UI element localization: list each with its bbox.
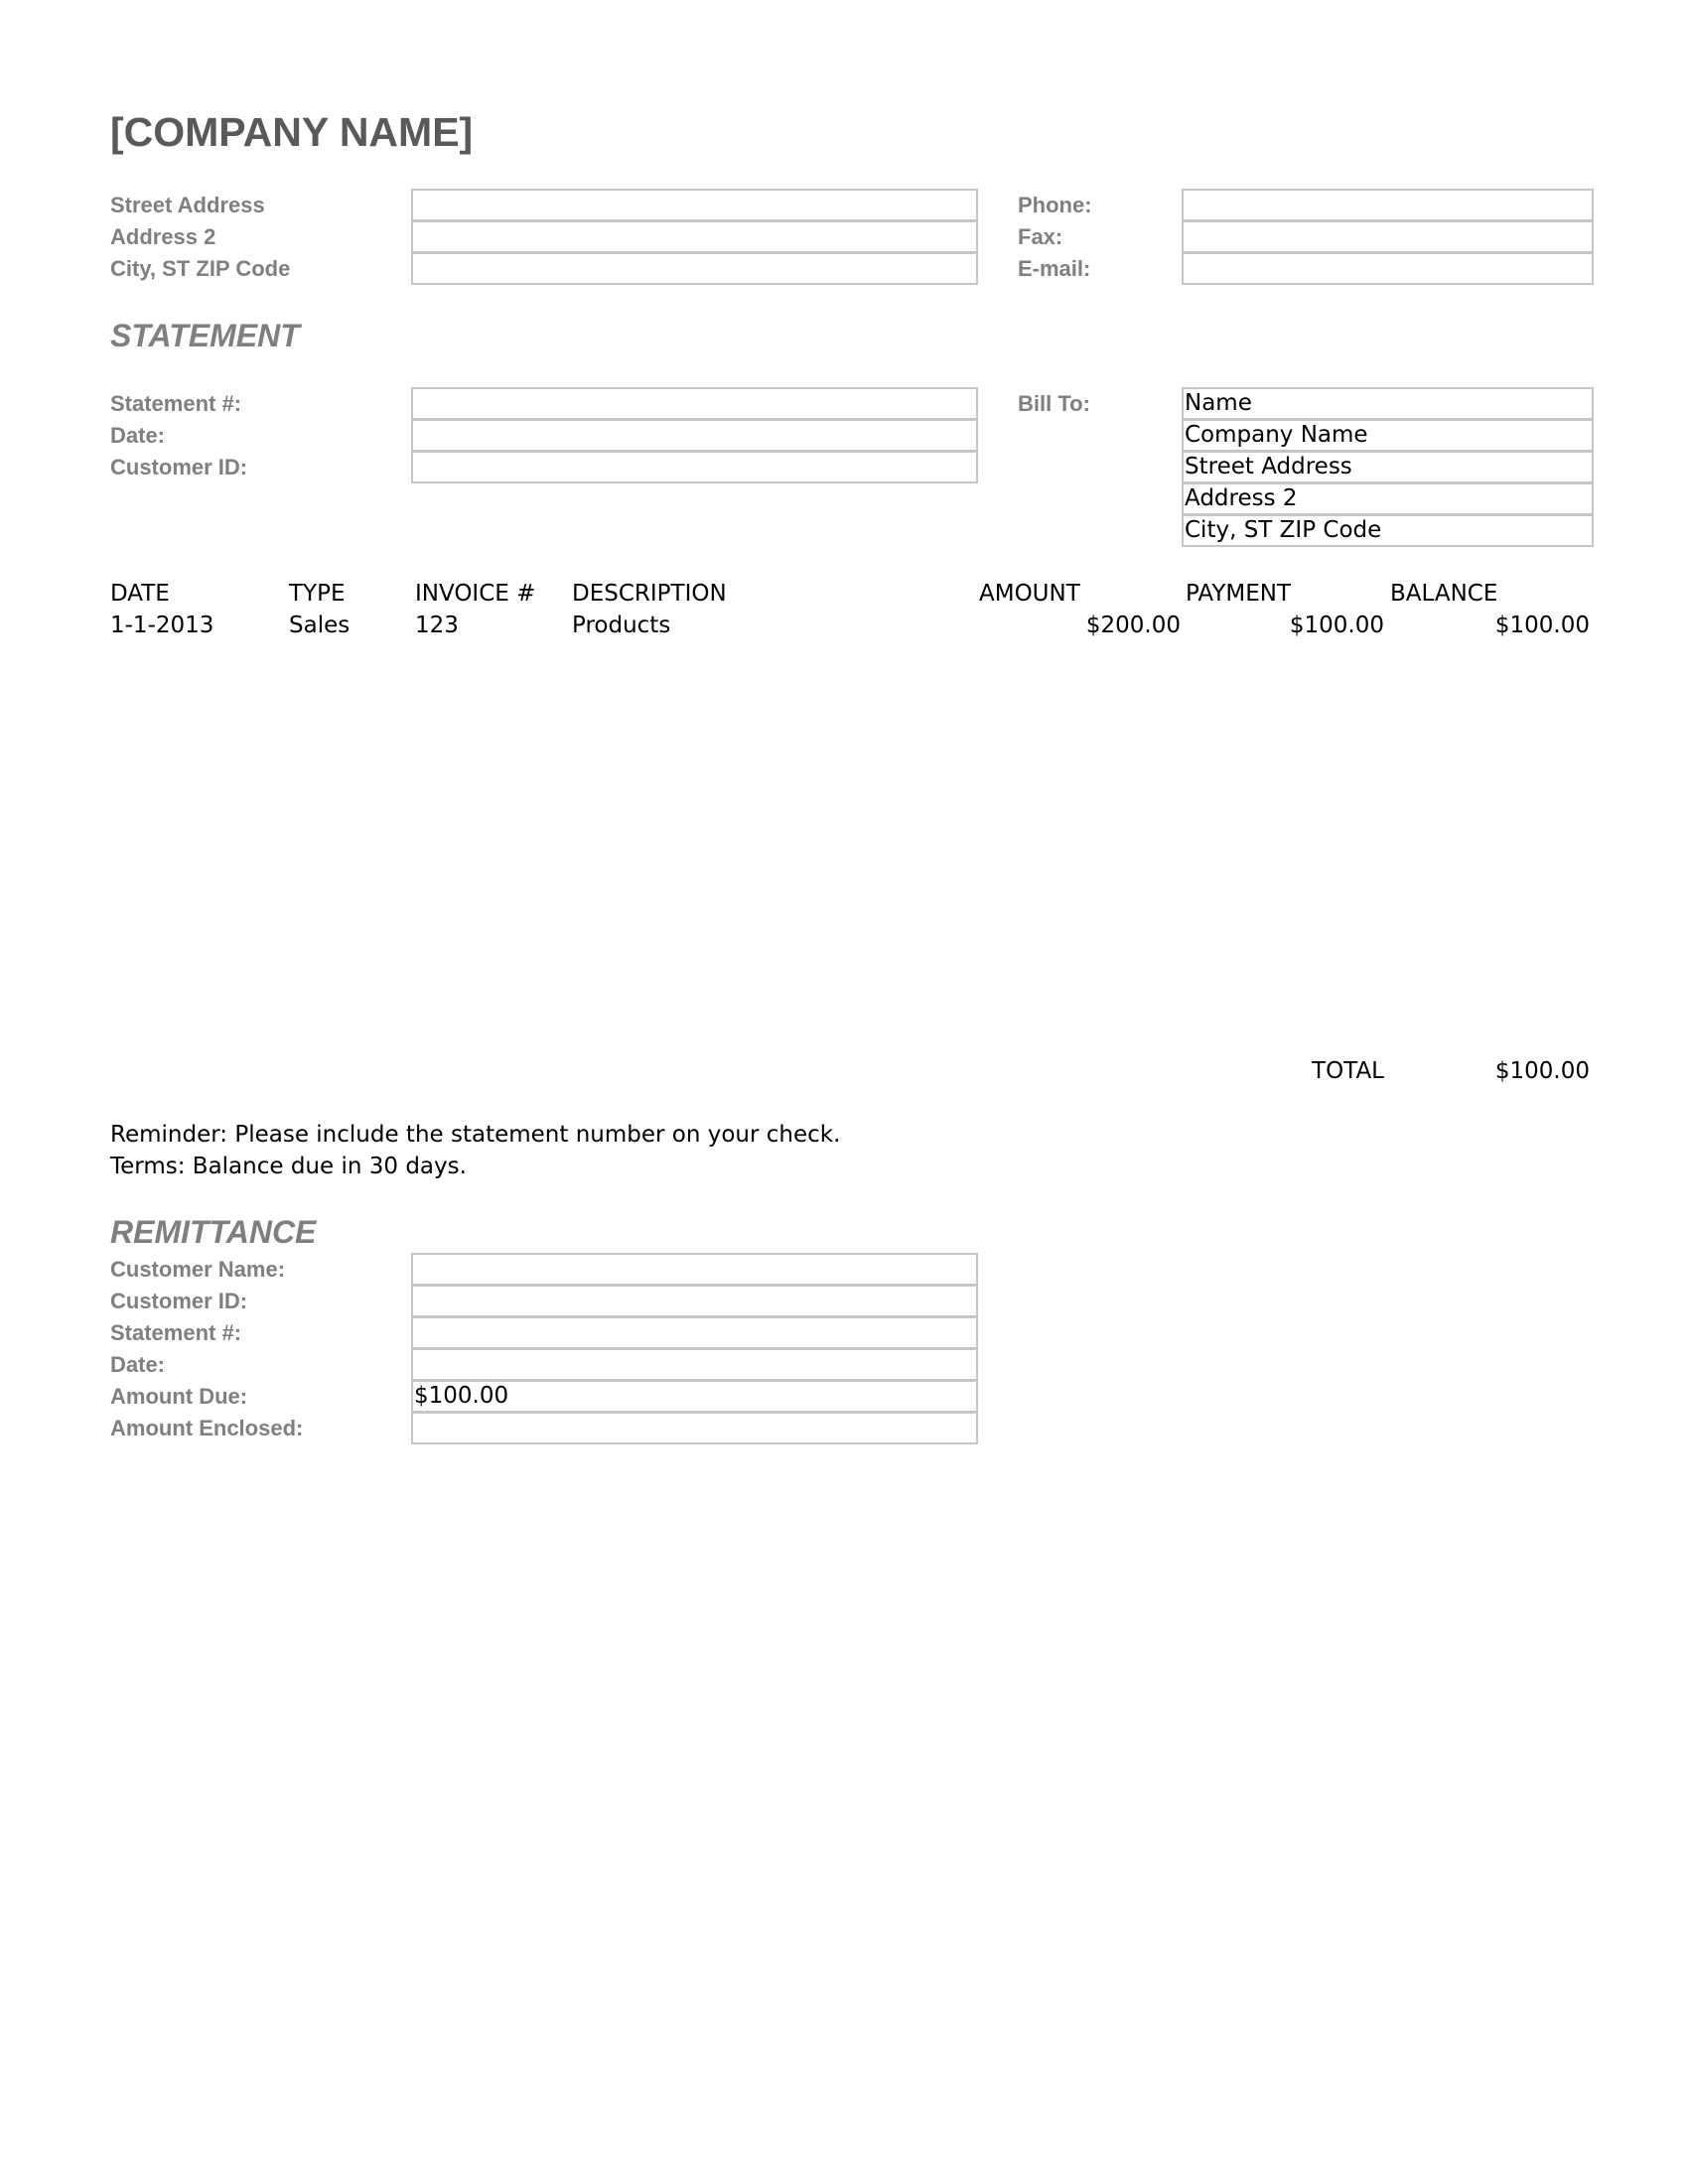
column-header-invoice: INVOICE # xyxy=(415,581,536,607)
bill-to-name-field[interactable]: Name xyxy=(1182,387,1594,420)
reminder-text: Reminder: Please include the statement number on your check. xyxy=(110,1122,841,1148)
column-header-date: DATE xyxy=(110,581,170,607)
remit-statement-number-label: Statement #: xyxy=(110,1320,242,1345)
column-header-payment: PAYMENT xyxy=(1186,581,1292,607)
email-label: E-mail: xyxy=(1018,256,1091,281)
column-header-amount: AMOUNT xyxy=(979,581,1080,607)
total-label: TOTAL xyxy=(1312,1058,1384,1084)
bill-to-address-2-field[interactable]: Address 2 xyxy=(1182,482,1594,515)
phone-label: Phone: xyxy=(1018,193,1092,217)
bill-to-street-field[interactable]: Street Address xyxy=(1182,451,1594,483)
row-balance: $100.00 xyxy=(1494,613,1590,638)
statement-number-label: Statement #: xyxy=(110,391,242,416)
phone-field[interactable] xyxy=(1182,189,1594,221)
column-header-type: TYPE xyxy=(289,581,346,607)
column-header-balance: BALANCE xyxy=(1390,581,1498,607)
city-state-zip-label: City, ST ZIP Code xyxy=(110,256,291,281)
remit-amount-due-label: Amount Due: xyxy=(110,1384,248,1409)
remit-statement-number-field[interactable] xyxy=(411,1316,978,1349)
fax-label: Fax: xyxy=(1018,224,1063,249)
row-description: Products xyxy=(572,613,671,638)
email-field[interactable] xyxy=(1182,252,1594,285)
street-address-label: Street Address xyxy=(110,193,265,217)
remit-customer-id-field[interactable] xyxy=(411,1285,978,1317)
statement-number-field[interactable] xyxy=(411,387,978,420)
bill-to-city-field[interactable]: City, ST ZIP Code xyxy=(1182,514,1594,547)
bill-to-label: Bill To: xyxy=(1018,391,1090,416)
remit-customer-name-label: Customer Name: xyxy=(110,1257,286,1282)
bill-to-company-field[interactable]: Company Name xyxy=(1182,419,1594,452)
city-state-zip-field[interactable] xyxy=(411,252,978,285)
remit-amount-due-field[interactable]: $100.00 xyxy=(411,1380,978,1413)
remittance-title: REMITTANCE xyxy=(110,1214,317,1250)
company-name: [COMPANY NAME] xyxy=(110,109,474,155)
statement-title: STATEMENT xyxy=(110,318,300,353)
column-header-description: DESCRIPTION xyxy=(572,581,727,607)
statement-date-field[interactable] xyxy=(411,419,978,452)
remit-amount-enclosed-label: Amount Enclosed: xyxy=(110,1416,304,1440)
customer-id-label: Customer ID: xyxy=(110,455,248,479)
statement-date-label: Date: xyxy=(110,423,166,448)
street-address-field[interactable] xyxy=(411,189,978,221)
total-value: $100.00 xyxy=(1494,1058,1590,1084)
row-payment: $100.00 xyxy=(1289,613,1384,638)
row-invoice: 123 xyxy=(415,613,459,638)
address-2-field[interactable] xyxy=(411,220,978,253)
remit-customer-name-field[interactable] xyxy=(411,1253,978,1286)
row-amount: $200.00 xyxy=(1085,613,1181,638)
row-date: 1-1-2013 xyxy=(110,613,214,638)
remit-date-label: Date: xyxy=(110,1352,166,1377)
terms-text: Terms: Balance due in 30 days. xyxy=(110,1154,467,1179)
address-2-label: Address 2 xyxy=(110,224,216,249)
remit-date-field[interactable] xyxy=(411,1348,978,1381)
fax-field[interactable] xyxy=(1182,220,1594,253)
row-type: Sales xyxy=(289,613,351,638)
remit-customer-id-label: Customer ID: xyxy=(110,1289,248,1313)
remit-amount-enclosed-field[interactable] xyxy=(411,1412,978,1444)
customer-id-field[interactable] xyxy=(411,451,978,483)
